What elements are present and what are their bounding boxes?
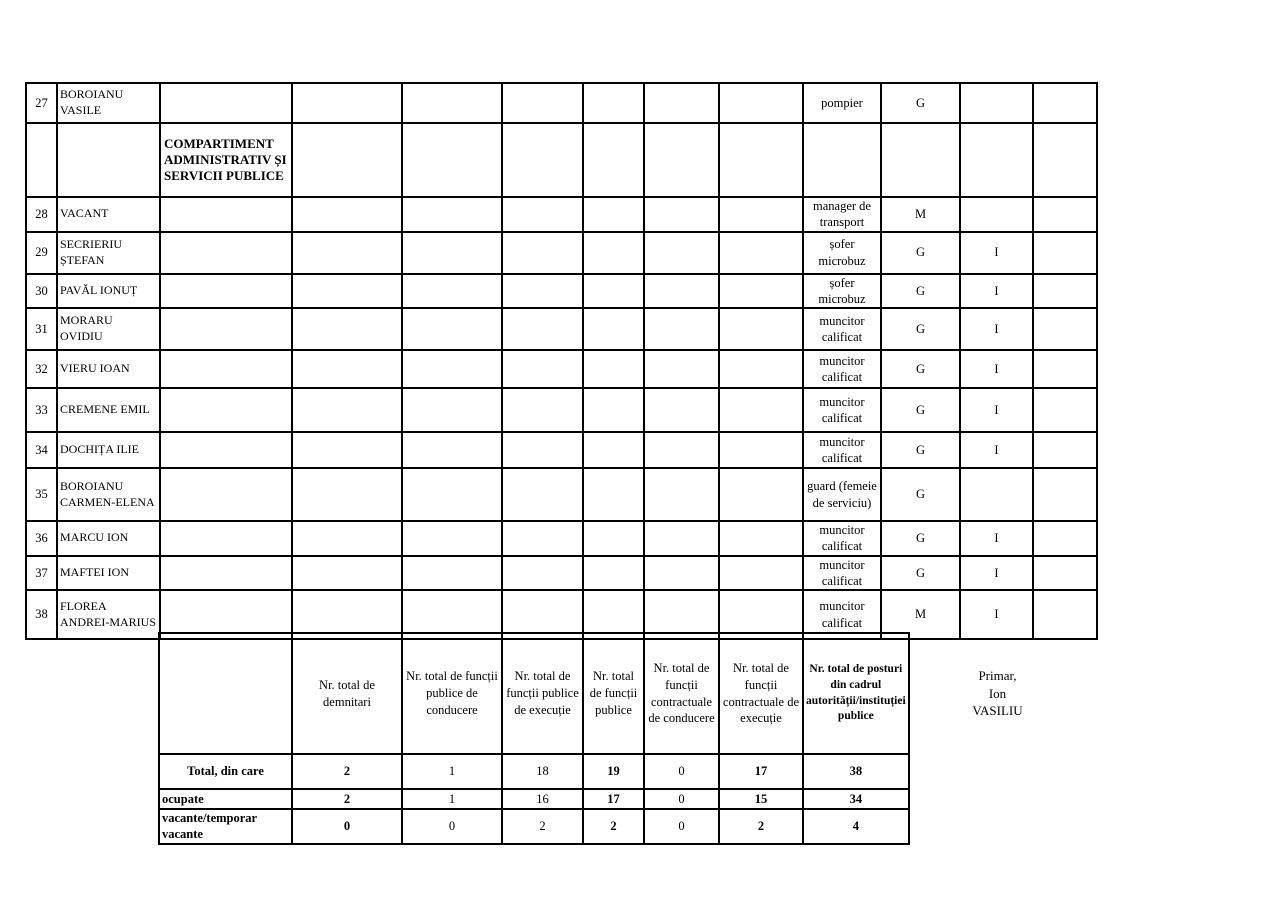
row-number (26, 123, 57, 197)
empty-cell (402, 274, 502, 309)
empty-cell (1033, 388, 1097, 432)
empty-cell (160, 274, 292, 309)
empty-cell (583, 83, 644, 123)
signature-title: Primar, (978, 668, 1017, 683)
empty-cell (502, 274, 583, 309)
job-function: șofer microbuz (803, 232, 881, 274)
empty-cell (583, 468, 644, 521)
summary-header: Nr. total de posturi din cadrul autorității/instituției publice (803, 633, 909, 754)
table-row (26, 123, 1215, 197)
empty-cell (292, 468, 402, 521)
empty-cell (1033, 468, 1097, 521)
empty-cell (644, 308, 719, 350)
empty-cell (583, 123, 644, 197)
table-row (26, 432, 1215, 468)
empty-cell (583, 350, 644, 388)
signature-block (920, 667, 1075, 720)
grade (960, 197, 1033, 232)
table-row (26, 388, 1215, 432)
grade: I (960, 350, 1033, 388)
empty-cell (583, 274, 644, 309)
row-number: 30 (26, 274, 57, 309)
empty-cell (292, 123, 402, 197)
empty-cell (719, 556, 803, 591)
summary-cell: 4 (803, 809, 909, 844)
job-function (803, 123, 881, 197)
empty-cell (502, 83, 583, 123)
empty-cell (292, 308, 402, 350)
employee-name: CREMENE EMIL (57, 388, 160, 432)
empty-cell (402, 388, 502, 432)
empty-cell (292, 350, 402, 388)
summary-cell: 0 (402, 809, 502, 844)
empty-cell (402, 350, 502, 388)
empty-cell (719, 432, 803, 468)
grade: I (960, 556, 1033, 591)
empty-cell (160, 197, 292, 232)
empty-cell (583, 308, 644, 350)
empty-cell (292, 432, 402, 468)
empty-cell (583, 432, 644, 468)
empty-cell (1033, 197, 1097, 232)
empty-cell (160, 308, 292, 350)
education-level: G (881, 556, 960, 591)
summary-cell: 2 (719, 809, 803, 844)
empty-cell (502, 556, 583, 591)
empty-cell (292, 83, 402, 123)
employee-name: PAVĂL IONUȚ (57, 274, 160, 309)
summary-cell: 2 (583, 809, 644, 844)
empty-cell (583, 197, 644, 232)
table-row (26, 274, 1215, 309)
summary-header: Nr. total de funcții contractuale de execuție (719, 633, 803, 754)
row-number: 31 (26, 308, 57, 350)
education-level: G (881, 274, 960, 309)
job-function: muncitor calificat (803, 556, 881, 591)
empty-cell (719, 197, 803, 232)
empty-cell (719, 83, 803, 123)
empty-cell (644, 432, 719, 468)
empty-cell (502, 521, 583, 556)
job-function: muncitor calificat (803, 350, 881, 388)
grade: I (960, 521, 1033, 556)
empty-cell (719, 123, 803, 197)
summary-cell: 18 (502, 754, 583, 789)
empty-cell (502, 350, 583, 388)
empty-cell (402, 83, 502, 123)
empty-cell (502, 123, 583, 197)
grade (960, 123, 1033, 197)
empty-cell (644, 123, 719, 197)
education-level: G (881, 83, 960, 123)
empty-cell (644, 388, 719, 432)
empty-cell (1033, 350, 1097, 388)
empty-cell (1033, 232, 1097, 274)
summary-cell: 2 (292, 789, 402, 809)
empty-cell (292, 556, 402, 591)
job-function: șofer microbuz (803, 274, 881, 309)
empty-cell (644, 350, 719, 388)
job-function: manager de transport (803, 197, 881, 232)
employee-name: SECRIERIU ȘTEFAN (57, 232, 160, 274)
summary-header: Nr. total de funcții contractuale de conducere (644, 633, 719, 754)
row-number: 34 (26, 432, 57, 468)
summary-header: Nr. total de funcții publice (583, 633, 644, 754)
job-function: muncitor calificat (803, 308, 881, 350)
summary-header-row (159, 633, 909, 754)
grade: I (960, 432, 1033, 468)
job-function: muncitor calificat (803, 590, 881, 639)
summary-cell: 17 (719, 754, 803, 789)
empty-cell (1033, 83, 1097, 123)
empty-cell (644, 468, 719, 521)
empty-cell (719, 388, 803, 432)
summary-cell: 16 (502, 789, 583, 809)
table-row (26, 468, 1215, 521)
summary-row-occupied (159, 789, 909, 809)
empty-cell (719, 521, 803, 556)
education-level: G (881, 232, 960, 274)
job-function: muncitor calificat (803, 388, 881, 432)
empty-cell (583, 556, 644, 591)
department-name: COMPARTIMENT ADMINISTRATIV ȘI SERVICII PUBLICE (160, 123, 292, 197)
grade (960, 83, 1033, 123)
row-number: 36 (26, 521, 57, 556)
empty-cell (402, 123, 502, 197)
employee-name: MORARU OVIDIU (57, 308, 160, 350)
empty-cell (160, 232, 292, 274)
summary-cell: 2 (292, 754, 402, 789)
summary-cell: 34 (803, 789, 909, 809)
empty-cell (583, 388, 644, 432)
empty-cell (719, 274, 803, 309)
empty-cell (1033, 432, 1097, 468)
empty-cell (502, 232, 583, 274)
empty-cell (644, 274, 719, 309)
row-number: 38 (26, 590, 57, 639)
summary-cell: 19 (583, 754, 644, 789)
empty-cell (583, 521, 644, 556)
empty-cell (160, 521, 292, 556)
empty-cell (292, 274, 402, 309)
empty-cell (160, 83, 292, 123)
employee-name: VACANT (57, 197, 160, 232)
empty-cell (644, 197, 719, 232)
empty-cell (292, 197, 402, 232)
grade: I (960, 274, 1033, 309)
summary-cell: 15 (719, 789, 803, 809)
job-function: pompier (803, 83, 881, 123)
empty-cell (1033, 308, 1097, 350)
summary-cell: 1 (402, 754, 502, 789)
grade: I (960, 590, 1033, 639)
row-number: 27 (26, 83, 57, 123)
job-function: muncitor calificat (803, 432, 881, 468)
empty-cell (502, 432, 583, 468)
education-level: G (881, 521, 960, 556)
empty-cell (502, 388, 583, 432)
employee-name: DOCHIȚA ILIE (57, 432, 160, 468)
summary-corner-cell (159, 633, 292, 754)
summary-table (158, 632, 910, 845)
empty-cell (1033, 590, 1097, 639)
summary-cell: 0 (644, 789, 719, 809)
summary-header: Nr. total de funcții publice de conducere (402, 633, 502, 754)
empty-cell (719, 308, 803, 350)
table-row (26, 197, 1215, 232)
education-level: G (881, 432, 960, 468)
employee-name: VIERU IOAN (57, 350, 160, 388)
empty-cell (644, 521, 719, 556)
table-row (26, 521, 1215, 556)
empty-cell (160, 350, 292, 388)
summary-header: Nr. total de demnitari (292, 633, 402, 754)
job-function: guard (femeie de serviciu) (803, 468, 881, 521)
empty-cell (1033, 556, 1097, 591)
employee-name: FLOREA ANDREI-MARIUS (57, 590, 160, 639)
empty-cell (1033, 274, 1097, 309)
table-row (26, 350, 1215, 388)
table-row (26, 83, 1215, 123)
education-level: M (881, 590, 960, 639)
education-level: G (881, 388, 960, 432)
summary-header: Nr. total de funcții publice de execuție (502, 633, 583, 754)
row-number: 37 (26, 556, 57, 591)
summary-cell: 0 (644, 754, 719, 789)
empty-cell (402, 232, 502, 274)
summary-cell: 1 (402, 789, 502, 809)
job-function: muncitor calificat (803, 521, 881, 556)
summary-cell: 0 (292, 809, 402, 844)
row-number: 28 (26, 197, 57, 232)
empty-cell (402, 308, 502, 350)
empty-cell (402, 556, 502, 591)
summary-row-total (159, 754, 909, 789)
empty-cell (402, 432, 502, 468)
empty-cell (583, 232, 644, 274)
summary-row-label: Total, din care (159, 754, 292, 789)
table-row (26, 556, 1215, 591)
summary-row-label: vacante/temporar vacante (159, 809, 292, 844)
table-row (26, 308, 1215, 350)
empty-cell (1033, 123, 1097, 197)
grade: I (960, 388, 1033, 432)
row-number: 29 (26, 232, 57, 274)
empty-cell (402, 521, 502, 556)
empty-cell (644, 232, 719, 274)
empty-cell (719, 350, 803, 388)
empty-cell (160, 556, 292, 591)
empty-cell (402, 468, 502, 521)
row-number: 33 (26, 388, 57, 432)
grade (960, 468, 1033, 521)
empty-cell (502, 197, 583, 232)
empty-cell (502, 468, 583, 521)
row-number: 32 (26, 350, 57, 388)
education-level: M (881, 197, 960, 232)
empty-cell (502, 308, 583, 350)
education-level (881, 123, 960, 197)
empty-cell (292, 388, 402, 432)
empty-cell (644, 556, 719, 591)
employee-name: MARCU ION (57, 521, 160, 556)
empty-cell (719, 232, 803, 274)
empty-cell (644, 83, 719, 123)
signature-last-name: VASILIU (972, 703, 1023, 719)
employee-name: MAFTEI ION (57, 556, 160, 591)
grade: I (960, 308, 1033, 350)
summary-cell: 38 (803, 754, 909, 789)
employee-name (57, 123, 160, 197)
summary-cell: 0 (644, 809, 719, 844)
staff-table (25, 82, 1216, 640)
education-level: G (881, 308, 960, 350)
empty-cell (160, 432, 292, 468)
summary-cell: 2 (502, 809, 583, 844)
grade: I (960, 232, 1033, 274)
empty-cell (402, 197, 502, 232)
employee-name: BOROIANU VASILE (57, 83, 160, 123)
table-row (26, 232, 1215, 274)
empty-cell (292, 232, 402, 274)
empty-cell (1033, 521, 1097, 556)
empty-cell (292, 521, 402, 556)
employee-name: BOROIANU CARMEN-ELENA (57, 468, 160, 521)
summary-row-vacant (159, 809, 909, 844)
education-level: G (881, 468, 960, 521)
summary-row-label: ocupate (159, 789, 292, 809)
row-number: 35 (26, 468, 57, 521)
empty-cell (160, 388, 292, 432)
signature-first-name: Ion (988, 685, 1007, 701)
education-level: G (881, 350, 960, 388)
summary-cell: 17 (583, 789, 644, 809)
empty-cell (160, 468, 292, 521)
empty-cell (719, 468, 803, 521)
